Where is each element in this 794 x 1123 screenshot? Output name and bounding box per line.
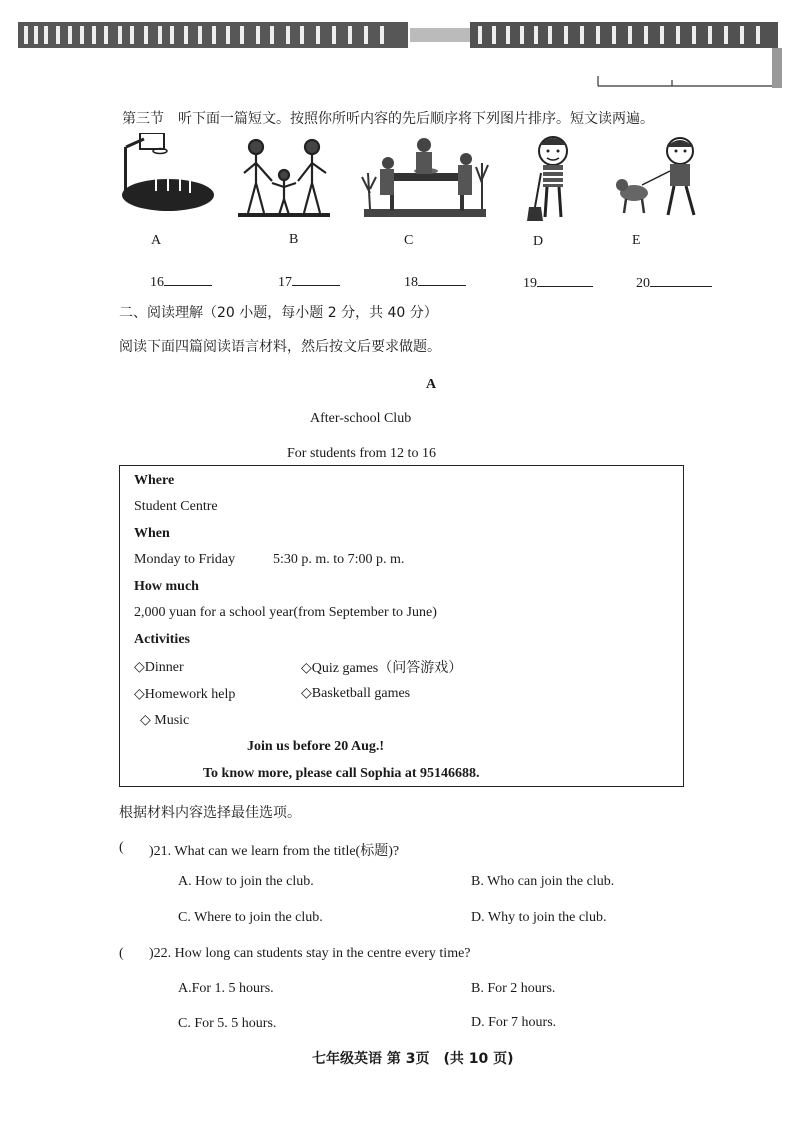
blank-number: 20 (636, 276, 650, 291)
blank-line (292, 271, 340, 286)
answer-blank-17[interactable] (278, 271, 340, 291)
blank-line (650, 272, 712, 287)
blank-number: 17 (278, 275, 292, 290)
activity-quiz-games: ◇Quiz games（问答游戏） (301, 661, 463, 676)
section3-title: 第三节 听下面一篇短文。按照你所听内容的先后顺序将下列图片排序。短文读两遍。 (122, 111, 654, 127)
question-22-option-c[interactable]: C. For 5. 5 hours. (178, 1016, 277, 1031)
howmuch-value: 2,000 yuan for a school year(from September to June) (134, 605, 437, 620)
picture-label-e: E (632, 233, 641, 248)
where-label: Where (134, 473, 175, 488)
when-label: When (134, 526, 170, 541)
question-21-option-a[interactable]: A. How to join the club. (178, 874, 314, 889)
when-days: Monday to Friday (134, 552, 236, 567)
activities-label: Activities (134, 632, 190, 647)
question-21-paren[interactable]: ( (119, 840, 124, 855)
basketball-court-picture (118, 133, 216, 225)
question-21-option-d[interactable]: D. Why to join the club. (471, 910, 607, 925)
blank-line (164, 271, 212, 286)
question-21-option-b[interactable]: B. Who can join the club. (471, 874, 615, 889)
picture-label-c: C (404, 233, 414, 248)
picture-label-a: A (151, 233, 162, 248)
boy-walking-dog-picture (612, 133, 710, 225)
part2-heading: 二、阅读理解（20 小题，每小题 2 分，共 40 分） (119, 305, 438, 321)
question-22-option-d[interactable]: D. For 7 hours. (471, 1015, 557, 1030)
boy-sweeping-picture (523, 133, 583, 225)
activity-homework-help: ◇Homework help (134, 687, 236, 702)
scanned-header-strip (0, 0, 794, 90)
howmuch-label: How much (134, 579, 199, 594)
picture-label-d: D (533, 234, 544, 249)
answer-blank-16[interactable] (150, 271, 212, 291)
question-22-paren[interactable]: ( (119, 946, 124, 961)
answer-blank-18[interactable] (404, 271, 466, 291)
activity-music: ◇ Music (140, 713, 190, 728)
question-22-stem: )22. How long can students stay in the centre every time? (149, 946, 471, 961)
question-22-option-a[interactable]: A.For 1. 5 hours. (178, 981, 274, 996)
answer-blank-19[interactable] (523, 272, 593, 292)
passage-title: After-school Club (310, 411, 412, 426)
contact-notice: To know more, please call Sophia at 95146688. (203, 766, 480, 781)
passage-letter: A (426, 377, 437, 392)
blank-number: 19 (523, 276, 537, 291)
part2-instruction: 阅读下面四篇阅读语言材料，然后按文后要求做题。 (119, 339, 441, 355)
question-21-option-c[interactable]: C. Where to join the club. (178, 910, 323, 925)
question-21-stem: )21. What can we learn from the title(标题)? (149, 844, 400, 859)
where-value: Student Centre (134, 499, 218, 514)
answer-blank-20[interactable] (636, 272, 712, 292)
page-footer: 七年级英语 第 3页 (共 10 页) (312, 1051, 514, 1067)
passage-subtitle: For students from 12 to 16 (287, 446, 436, 461)
family-dinner-picture (360, 133, 490, 225)
picture-label-b: B (289, 232, 299, 247)
activity-basketball-games: ◇Basketball games (301, 686, 411, 701)
blank-line (418, 271, 466, 286)
activity-dinner: ◇Dinner (134, 660, 184, 675)
question-22-option-b[interactable]: B. For 2 hours. (471, 981, 556, 996)
blank-number: 16 (150, 275, 164, 290)
blank-line (537, 272, 593, 287)
join-notice: Join us before 20 Aug.! (247, 739, 385, 754)
questions-instruction: 根据材料内容选择最佳选项。 (119, 805, 301, 821)
family-walking-picture (234, 133, 334, 225)
blank-number: 18 (404, 275, 418, 290)
when-time: 5:30 p. m. to 7:00 p. m. (273, 552, 405, 567)
